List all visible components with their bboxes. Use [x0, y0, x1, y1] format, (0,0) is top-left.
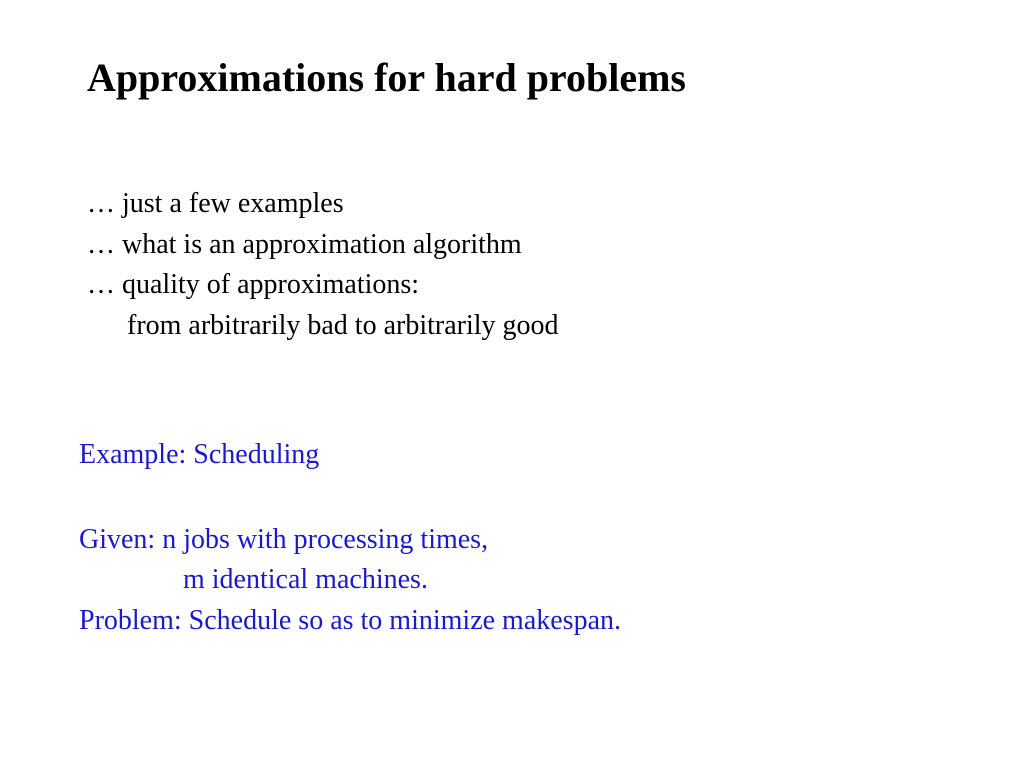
example-block	[79, 435, 621, 641]
example-heading: Example: Scheduling	[79, 439, 320, 470]
slide-title: Approximations for hard problems	[87, 55, 686, 100]
intro-line-quality: … quality of approximations:	[87, 269, 420, 300]
intro-line-quality-detail: from arbitrarily bad to arbitrarily good	[127, 309, 559, 341]
intro-line-algorithm: … what is an approximation algorithm	[87, 228, 522, 260]
intro-line-examples: … just a few examples	[87, 188, 344, 219]
given-line: Given: n jobs with processing times,	[79, 523, 489, 555]
problem-line: Problem: Schedule so as to minimize makespan.	[79, 604, 622, 636]
intro-list	[87, 184, 559, 346]
spacer	[79, 476, 621, 520]
given-machines-line: m identical machines.	[183, 564, 428, 595]
